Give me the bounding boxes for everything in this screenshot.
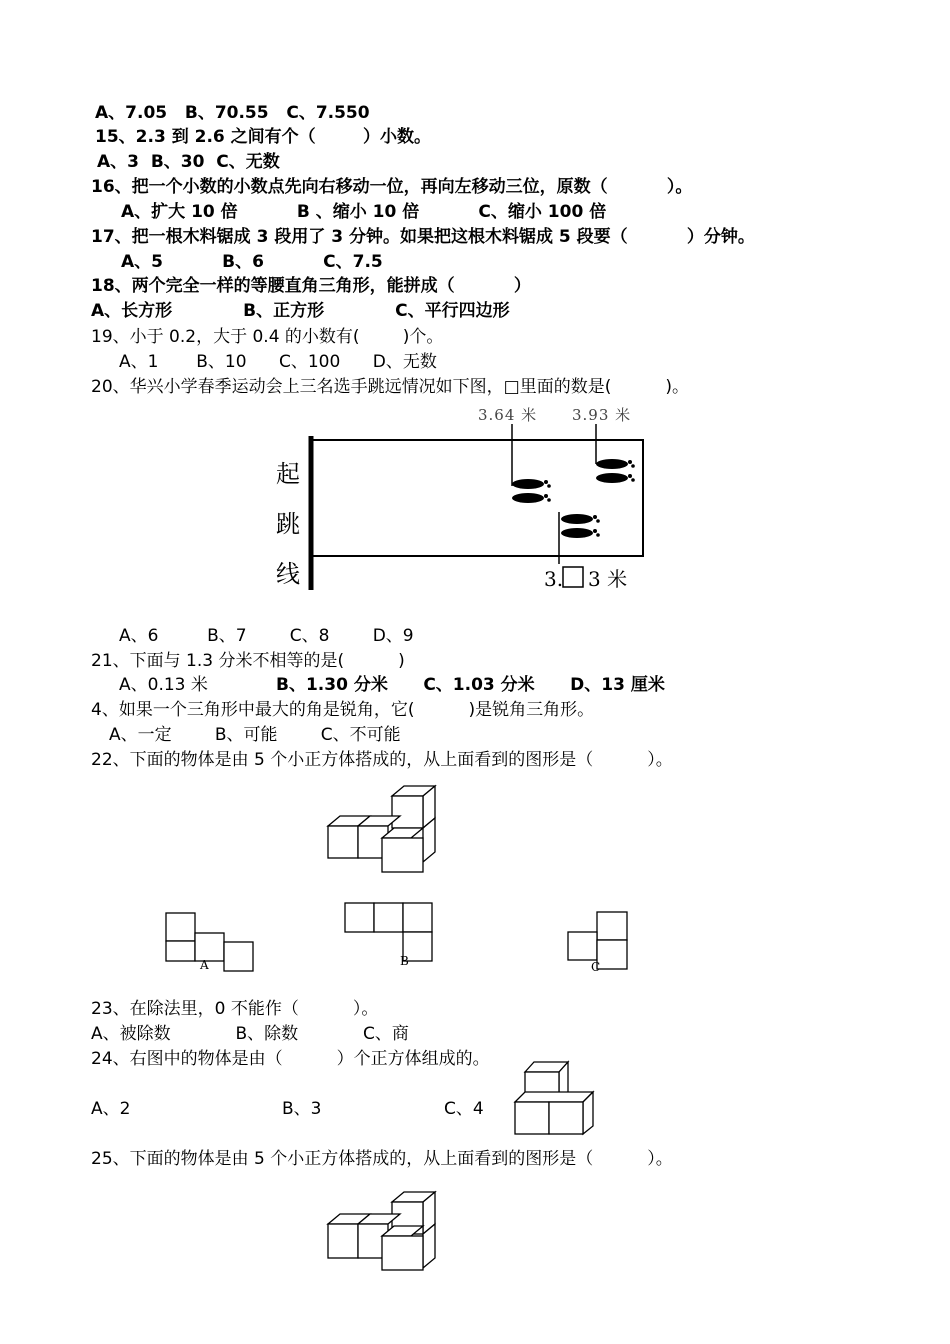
q25-text: 25、下面的物体是由 5 个小正方体搭成的，从上面看到的图形是（ ）。 — [91, 1149, 673, 1169]
q24-text: 24、右图中的物体是由（ ）个正方体组成的。 — [91, 1049, 490, 1069]
q22-option-a-view — [164, 911, 256, 973]
q24-option-b: B、3 — [282, 1099, 322, 1119]
label-3-93: 3.93 米 — [572, 406, 632, 424]
q21-option-a: A、0.13 米 — [119, 675, 208, 695]
option-a-letter: A — [200, 958, 209, 972]
q22-option-b-view — [343, 901, 435, 967]
q15-options: A、3 B、30 C、无数 — [97, 152, 280, 172]
start-char-3: 线 — [276, 560, 300, 588]
q25-cube-figure — [320, 1188, 444, 1282]
footprint-3 — [561, 514, 600, 538]
q24-cube-figure — [513, 1058, 595, 1140]
q16-options: A、扩大 10 倍 B 、缩小 10 倍 C、缩小 100 倍 — [121, 202, 607, 222]
q20-text: 20、华兴小学春季运动会上三名选手跳远情况如下图，□里面的数是( )。 — [91, 377, 689, 397]
q21-options-bcd: B、1.30 分米 C、1.03 分米 D、13 厘米 — [276, 675, 665, 695]
q22-text: 22、下面的物体是由 5 个小正方体搭成的，从上面看到的图形是（ ）。 — [91, 750, 673, 770]
q20-options: A、6 B、7 C、8 D、9 — [119, 626, 414, 646]
footprint-1 — [512, 479, 551, 503]
option-b-letter: B — [400, 954, 409, 967]
q14-options: A、7.05 B、70.55 C、7.550 — [95, 103, 370, 123]
q18-text: 18、两个完全一样的等腰直角三角形，能拼成（ ） — [91, 276, 531, 296]
q23-text: 23、在除法里，0 不能作（ ）。 — [91, 999, 379, 1019]
q17-text: 17、把一根木料锯成 3 段用了 3 分钟。如果把这根木料锯成 5 段要（ ）分钟。 — [91, 227, 755, 247]
start-char-2: 跳 — [276, 510, 300, 538]
long-jump-figure — [270, 400, 660, 600]
q15-text: 15、2.3 到 2.6 之间有个（ ）小数。 — [95, 127, 431, 147]
q18-options: A、长方形 B、正方形 C、平行四边形 — [91, 301, 510, 321]
start-char-1: 起 — [276, 460, 300, 488]
label-3-x3-suffix: 3 米 — [588, 567, 628, 591]
blank-box — [563, 567, 583, 587]
q4-options: A、一定 B、可能 C、不可能 — [109, 725, 401, 745]
q24-option-c: C、4 — [444, 1099, 484, 1119]
label-3-64: 3.64 米 — [478, 406, 538, 424]
option-c-letter: C — [591, 960, 601, 972]
footprint-2 — [596, 459, 635, 483]
q23-options: A、被除数 B、除数 C、商 — [91, 1024, 409, 1044]
q24-option-a: A、2 — [91, 1099, 131, 1119]
q4-text: 4、如果一个三角形中最大的角是锐角，它( )是锐角三角形。 — [91, 700, 595, 720]
q19-text: 19、小于 0.2，大于 0.4 的小数有( )个。 — [91, 327, 444, 347]
q22-option-c-view — [566, 910, 630, 972]
q16-text: 16、把一个小数的小数点先向右移动一位，再向左移动三位，原数（ ）。 — [91, 177, 693, 197]
q17-options: A、5 B、6 C、7.5 — [121, 252, 383, 272]
label-3-x3-prefix: 3. — [544, 567, 564, 591]
q22-cube-figure — [320, 782, 444, 876]
q19-options: A、1 B、10 C、100 D、无数 — [119, 352, 437, 372]
q21-text: 21、下面与 1.3 分米不相等的是( ) — [91, 651, 405, 671]
